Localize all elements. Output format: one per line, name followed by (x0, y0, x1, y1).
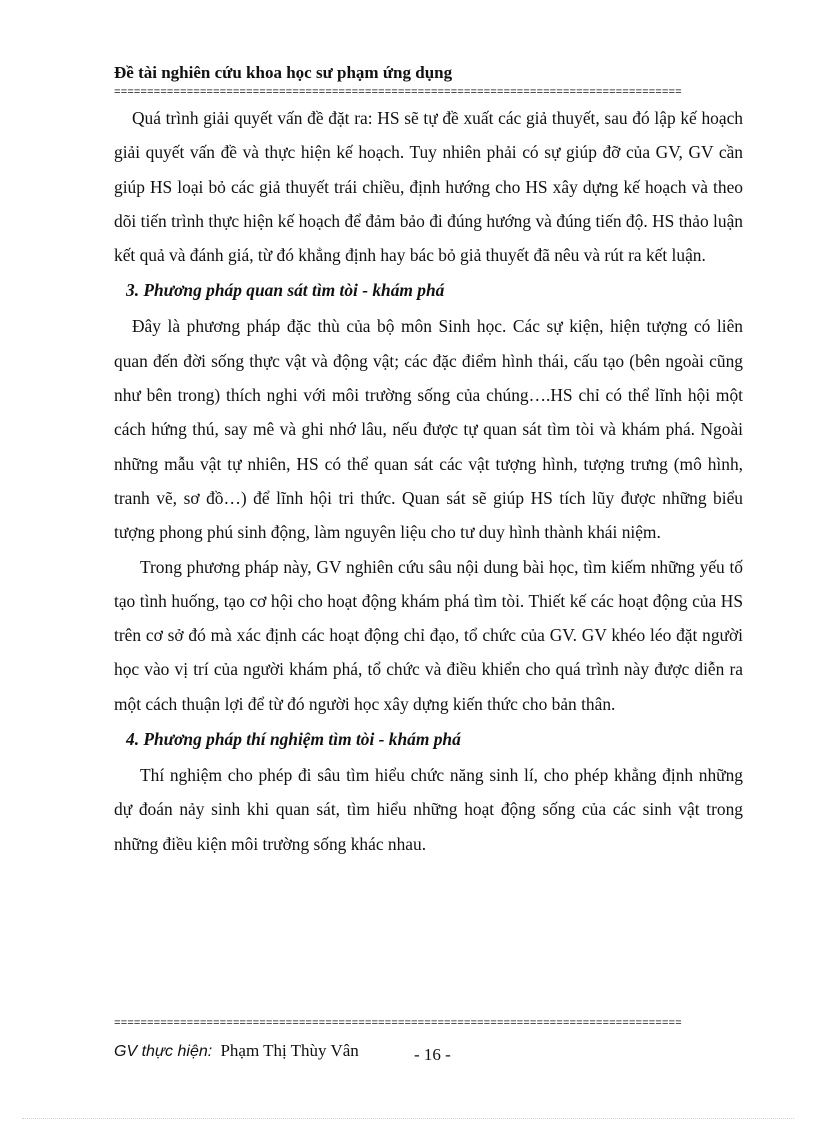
section-heading-observation: 3. Phương pháp quan sát tìm tòi - khám phá (126, 280, 445, 301)
footer-separator: ====================================================================================== (114, 1018, 682, 1030)
paragraph-problem-solving: Quá trình giải quyết vấn đề đặt ra: HS sẽ tự đề xuất các giả thuyết, sau đó lập kế hoạch giải quyết vấn đề và thực hiện kế hoạch. Tuy nhiên phải có sự giúp đỡ của GV, GV cần giúp HS loại bỏ các giả thuyết trái chiều, định hướng cho HS xây dựng kế hoạch và theo dõi tiến trình thực hiện kế hoạch để đảm bảo đi đúng hướng và đúng tiến độ. HS thảo luận kết quả và đánh giá, từ đó khẳng định hay bác bỏ giả thuyết đã nêu và rút ra kết luận. (114, 108, 743, 266)
page-number: - 16 - (414, 1045, 451, 1064)
page-bottom-border (22, 1118, 794, 1119)
document-footer (114, 1040, 734, 1064)
section-heading-experiment: 4. Phương pháp thí nghiệm tìm tòi - khám phá (126, 729, 461, 750)
document-body (114, 101, 743, 861)
footer-author-role: GV thực hiện: (114, 1043, 213, 1060)
paragraph-observation-intro: Đây là phương pháp đặc thù của bộ môn Sinh học. Các sự kiện, hiện tượng có liên quan đến đời sống thực vật và động vật; các đặc điểm hình thái, cấu tạo (bên ngoài cũng như bên trong) thích nghi với môi trường sống của chúng….HS chỉ có thể lĩnh hội một cách hứng thú, say mê và ghi nhớ lâu, nếu được tự quan sát tìm tòi và khám phá. Ngoài những mẫu vật tự nhiên, HS có thể quan sát các vật tượng hình, tượng trưng (mô hình, tranh vẽ, sơ đồ…) để lĩnh hội tri thức. Quan sát sẽ giúp HS tích lũy được những biểu tượng phong phú sinh động, làm nguyên liệu cho tư duy hình thành khái niệm. (114, 316, 743, 543)
document-header-title: Đề tài nghiên cứu khoa học sư phạm ứng dụng (114, 63, 453, 82)
header-separator: ====================================================================================== (114, 87, 682, 99)
paragraph-observation-method: Trong phương pháp này, GV nghiên cứu sâu nội dung bài học, tìm kiếm những yếu tố tạo tình huống, tạo cơ hội cho hoạt động khám phá tìm tòi. Thiết kế các hoạt động của HS trên cơ sở đó mà xác định các hoạt động chỉ đạo, tổ chức của GV. GV khéo léo đặt người học vào vị trí của người khám phá, tổ chức và điều khiển cho quá trình này được diễn ra một cách thuận lợi để từ đó người học xây dựng kiến thức cho bản thân. (114, 556, 743, 714)
footer-author-name: Phạm Thị Thùy Vân (220, 1041, 359, 1060)
paragraph-experiment: Thí nghiệm cho phép đi sâu tìm hiểu chức năng sinh lí, cho phép khẳng định những dự đoán nảy sinh khi quan sát, tìm hiểu những hoạt động sống của các sinh vật trong những điều kiện môi trường sống khác nhau. (114, 765, 743, 854)
